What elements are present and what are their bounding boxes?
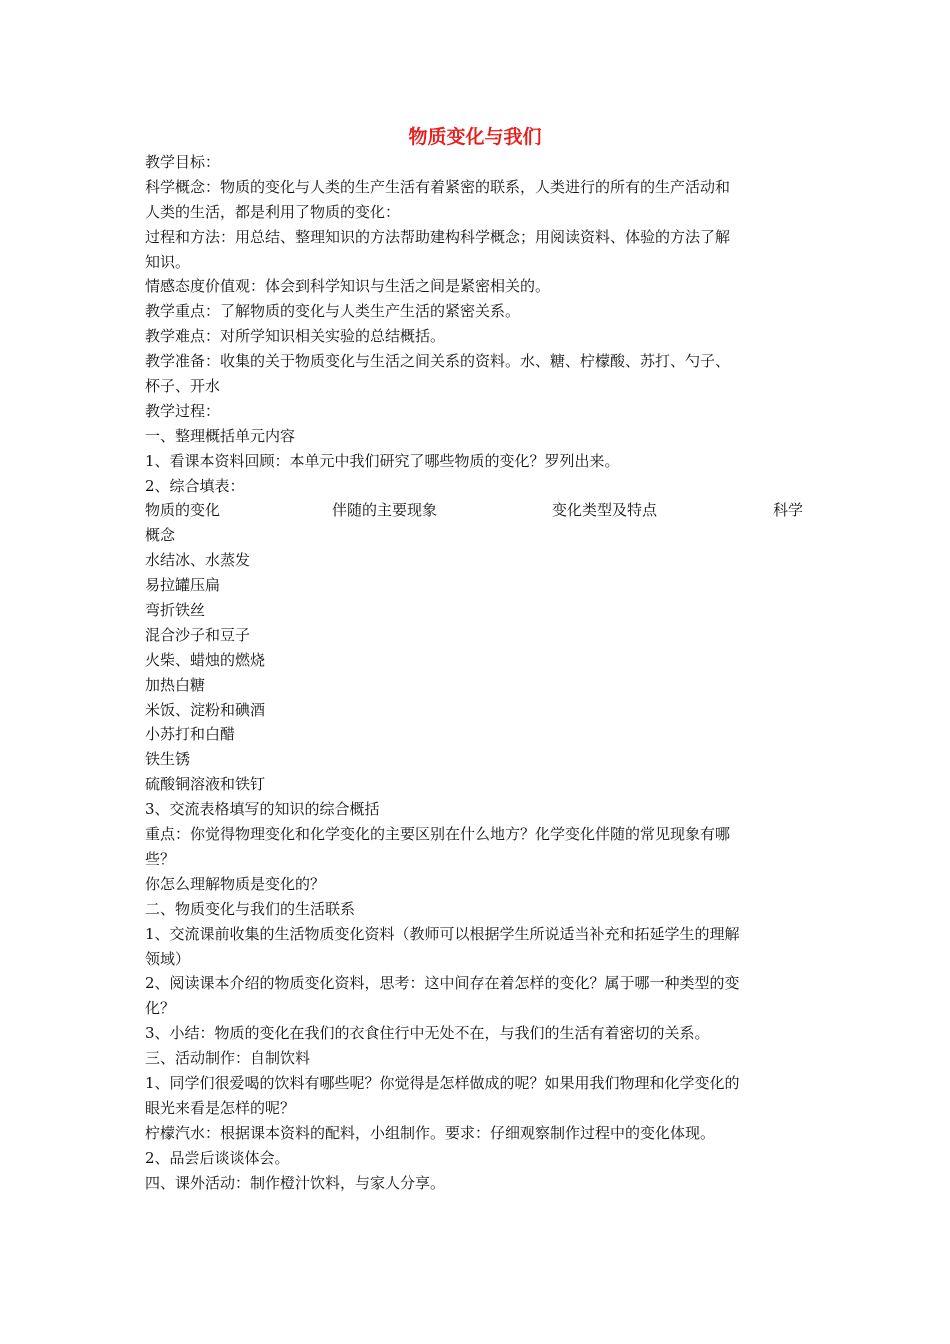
- teaching-prep-line-2: 杯子、开水: [145, 377, 221, 396]
- section-2-item-1-line-2: 领域）: [145, 949, 191, 968]
- table-header-science: 科学: [773, 501, 804, 520]
- table-row: 硫酸铜溶液和铁钉: [145, 775, 266, 794]
- section-1-item-1: 1、看课本资料回顾：本单元中我们研究了哪些物质的变化？罗列出来。: [145, 451, 620, 470]
- section-1-heading: 一、整理概括单元内容: [145, 426, 296, 445]
- table-row: 弯折铁丝: [145, 601, 206, 620]
- table-header-type: 变化类型及特点: [552, 501, 658, 520]
- section-3-item-1-line-1: 1、同学们很爱喝的饮料有哪些呢？你觉得是怎样做成的呢？如果用我们物理和化学变化的: [145, 1073, 740, 1092]
- section-1-item-3: 3、交流表格填写的知识的综合概括: [145, 800, 380, 819]
- section-2-item-1-line-1: 1、交流课前收集的生活物质变化资料（教师可以根据学生所说适当补充和拓延学生的理解: [145, 924, 740, 943]
- table-row: 小苏打和白醋: [145, 725, 236, 744]
- table-header-wrap: 概念: [145, 526, 176, 545]
- table-row: 易拉罐压扁: [145, 576, 221, 595]
- section-3-heading: 三、活动制作：自制饮料: [145, 1049, 311, 1068]
- table-row: 混合沙子和豆子: [145, 625, 251, 644]
- section-2-heading: 二、物质变化与我们的生活联系: [145, 899, 356, 918]
- table-header-change: 物质的变化: [145, 501, 221, 520]
- table-row: 加热白糖: [145, 675, 206, 694]
- teaching-difficulty: 教学难点：对所学知识相关实验的总结概括。: [145, 327, 446, 346]
- teaching-key-point: 教学重点：了解物质的变化与人类生产生活的紧密关系。: [145, 302, 521, 321]
- process-heading: 教学过程：: [145, 401, 221, 420]
- process-method-line-1: 过程和方法：用总结、整理知识的方法帮助建构科学概念；用阅读资料、体验的方法了解: [145, 227, 731, 246]
- section-1-item-2: 2、综合填表：: [145, 476, 245, 495]
- section-2-item-2-line-1: 2、阅读课本介绍的物质变化资料，思考：这中间存在着怎样的变化？属于哪一种类型的变: [145, 974, 740, 993]
- section-2-item-3: 3、小结：物质的变化在我们的衣食住行中无处不在，与我们的生活有着密切的关系。: [145, 1024, 710, 1043]
- objectives-heading: 教学目标：: [145, 153, 221, 171]
- table-row: 铁生锈: [145, 750, 191, 769]
- section-4-heading: 四、课外活动：制作橙汁饮料，与家人分享。: [145, 1173, 446, 1192]
- table-header-phenomena: 伴随的主要现象: [332, 501, 438, 520]
- table-row: 火柴、蜡烛的燃烧: [145, 650, 266, 669]
- science-concept-line-1: 科学概念：物质的变化与人类的生产生活有着紧密的联系，人类进行的所有的生产活动和: [145, 177, 731, 196]
- section-1-question: 你怎么理解物质是变化的？: [145, 874, 326, 893]
- section-1-focus-line-1: 重点：你觉得物理变化和化学变化的主要区别在什么地方？化学变化伴随的常见现象有哪: [145, 825, 731, 844]
- section-1-focus-line-2: 些？: [145, 849, 176, 868]
- section-3-item-2: 2、品尝后谈谈体会。: [145, 1148, 290, 1167]
- attitude-values: 情感态度价值观：体会到科学知识与生活之间是紧密相关的。: [145, 277, 551, 296]
- document-body: [145, 150, 807, 1195]
- section-3-lemon-soda: 柠檬汽水：根据课本资料的配料，小组制作。要求：仔细观察制作过程中的变化体现。: [145, 1123, 716, 1142]
- document-title: 物质变化与我们: [408, 126, 542, 148]
- process-method-line-2: 知识。: [145, 252, 191, 271]
- science-concept-line-2: 人类的生活，都是利用了物质的变化：: [145, 202, 401, 221]
- section-3-item-1-line-2: 眼光来看是怎样的呢？: [145, 1098, 296, 1117]
- table-header-row: [145, 498, 807, 523]
- table-row: 水结冰、水蒸发: [145, 551, 251, 570]
- teaching-prep-line-1: 教学准备：收集的关于物质变化与生活之间关系的资料。水、糖、柠檬酸、苏打、勺子、: [145, 352, 731, 371]
- section-2-item-2-line-2: 化？: [145, 999, 176, 1018]
- table-row: 米饭、淀粉和碘酒: [145, 700, 266, 719]
